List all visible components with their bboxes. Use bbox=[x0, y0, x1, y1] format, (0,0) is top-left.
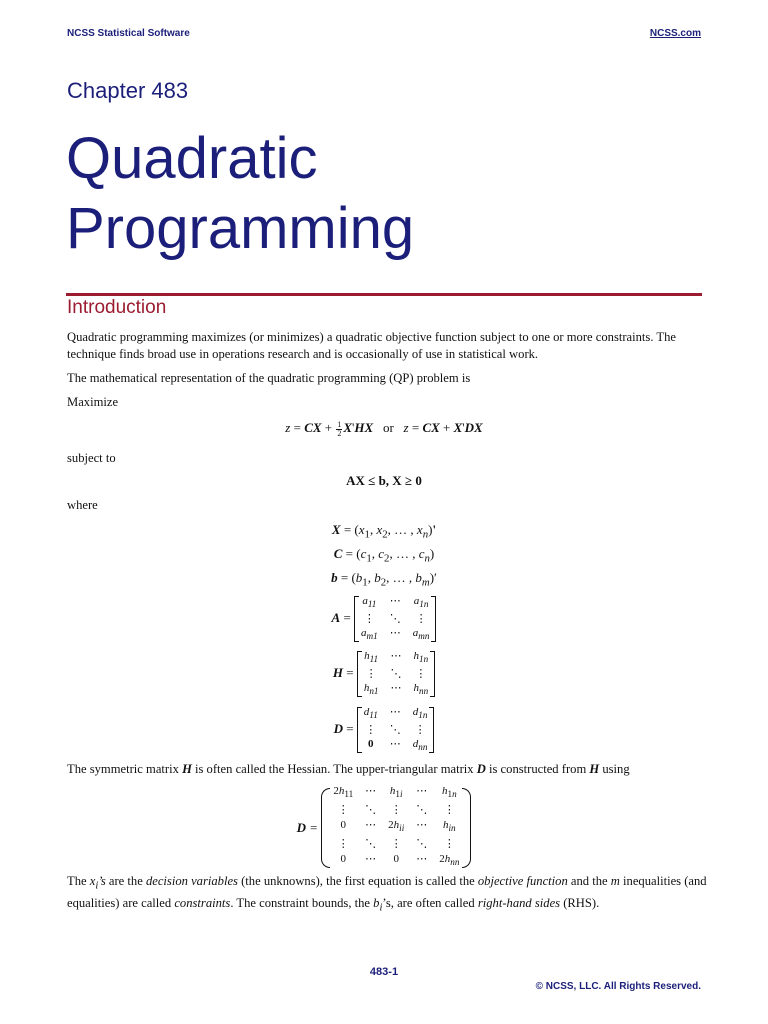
page-number: 483-1 bbox=[369, 966, 399, 978]
x-definition: $X = (x_1$, $x_2$, … , $x_n)'$ bbox=[331, 522, 437, 541]
title-line-1: Quadratic bbox=[66, 126, 318, 191]
section-rule bbox=[66, 293, 702, 296]
objective-equation: z = CX + $\frac{1}{2}$ X'HX or z = CX + X'DX bbox=[285, 419, 483, 438]
d-construction-matrix: D = $2h_{11}$ ⋯ $h_{1i}$ ⋯ $h_{1n}$ ⋮ ⋱ ⋮ ⋱ ⋮ 0 ⋯ $2h_{ii}$ ⋯ $h_{in}$ ⋮ ⋱ ⋮ ⋱ ⋮ 0 ⋯ 0 ⋯ $2h_{nn}$ bbox=[0, 784, 768, 871]
qp-representation-paragraph: The mathematical representation of the quadratic programming (QP) problem is bbox=[67, 371, 471, 385]
copyright: © NCSS, LLC. All Rights Reserved. bbox=[535, 981, 701, 992]
hessian-paragraph: The symmetric matrix H is often called the Hessian. The upper-triangular matrix D is constructed from H using bbox=[67, 762, 630, 776]
constraint-equation: AX ≤ b, X ≥ 0 bbox=[346, 473, 422, 488]
section-heading: Introduction bbox=[67, 297, 167, 318]
title-line-2: Programming bbox=[66, 196, 415, 261]
a-matrix-definition: A = $a_{11}$ ⋯ $a_{1n}$ ⋮ ⋱ ⋮ $a_{m1}$ ⋯ $a_{mn}$ bbox=[0, 594, 768, 644]
page-title bbox=[66, 124, 414, 264]
definitions-paragraph: The $x_i’s$ are the decision variables (the unknowns), the first equation is called the objective function and the m inequalities (and equalities) are called constraints. The constraint bounds, the $b_i’s$, are often called right-hand sides (RHS). bbox=[67, 874, 707, 914]
or-label: or bbox=[382, 420, 394, 435]
chapter-label: Chapter 483 bbox=[67, 78, 189, 103]
where-label: where bbox=[67, 498, 98, 512]
maximize-label: Maximize bbox=[67, 395, 119, 409]
b-definition: $b = (b_1$, $b_2$, … , $b_m)'$ bbox=[331, 570, 437, 589]
d-matrix-definition: D = $d_{11}$ ⋯ $d_{1n}$ ⋮ ⋱ ⋮ 0 ⋯ $d_{nn}$ bbox=[0, 705, 768, 755]
header-left: NCSS Statistical Software bbox=[67, 28, 190, 39]
intro-paragraph: Quadratic programming maximizes (or minimizes) a quadratic objective function subject to one or more constraints. The technique finds broad use in operations research and is occasionally of use in statistical work. bbox=[67, 330, 676, 361]
h-matrix-definition: H = $h_{11}$ ⋯ $h_{1n}$ ⋮ ⋱ ⋮ $h_{n1}$ ⋯ $h_{nn}$ bbox=[0, 649, 768, 699]
subject-to-label: subject to bbox=[67, 451, 116, 465]
header-link-ncss[interactable]: NCSS.com bbox=[649, 28, 701, 39]
c-definition: $C = (c_1$, $c_2$, … , $c_n$) bbox=[333, 546, 435, 565]
